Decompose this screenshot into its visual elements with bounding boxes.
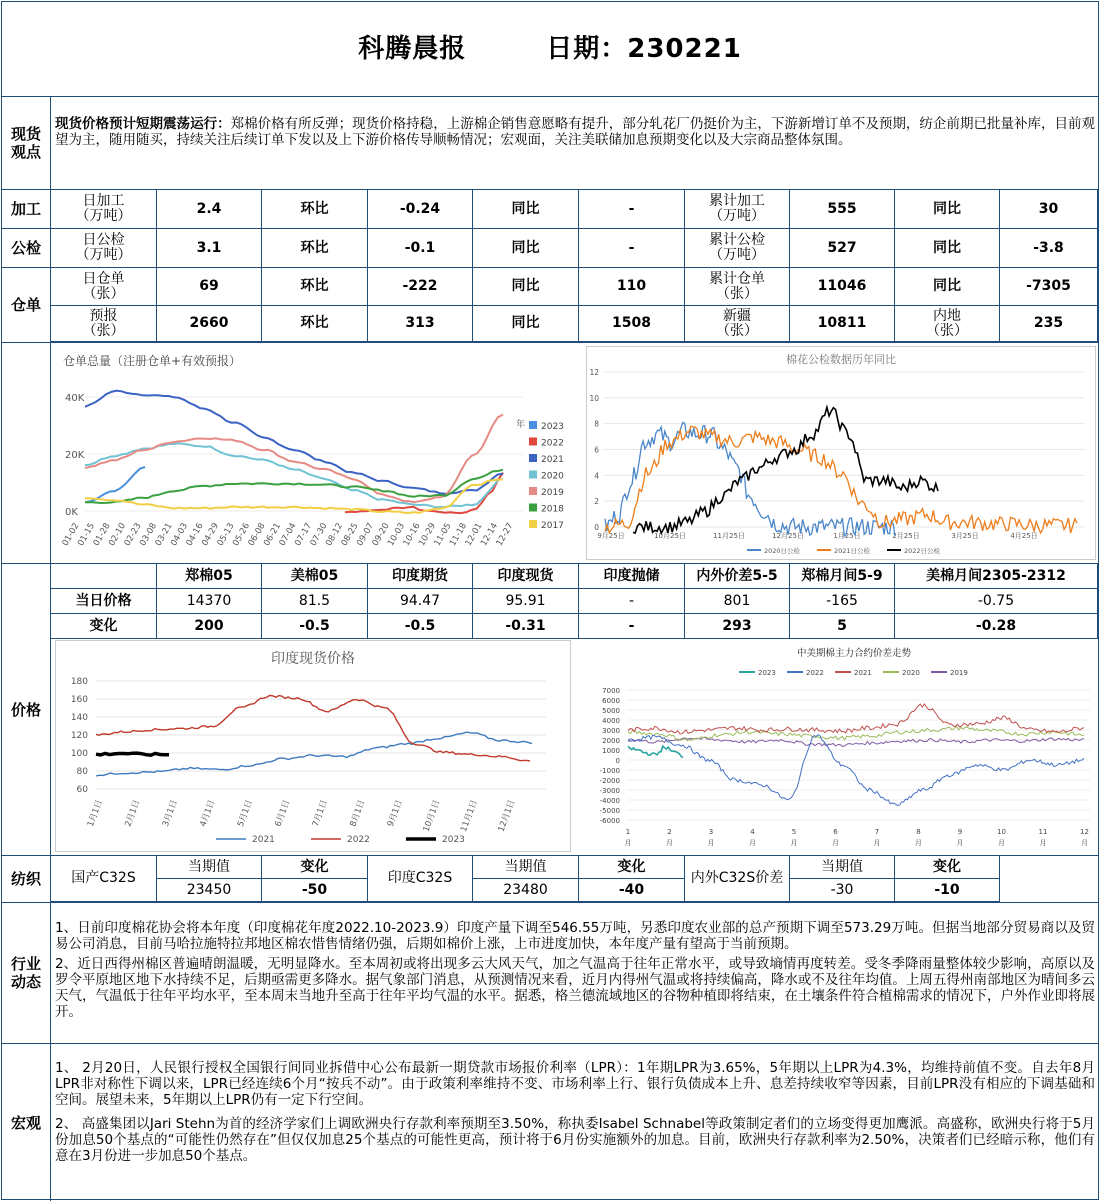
stats-cell-r3-c9: 同比 bbox=[895, 268, 1000, 306]
chart3-series-2022 bbox=[96, 696, 530, 761]
chart1-xtick-21: 10-03 bbox=[386, 521, 408, 548]
stats-cell-r2-c4: -0.1 bbox=[368, 229, 473, 268]
chart4-xtick-6: 7 bbox=[874, 828, 880, 836]
yarn-head-current-1: 当期值 bbox=[157, 856, 262, 879]
price-header-5: 印度抛储 bbox=[579, 564, 685, 589]
chart1-legend-label-2020: 2020 bbox=[541, 471, 564, 482]
chart4-xtick-11: 12 bbox=[1080, 828, 1089, 836]
chart4-ytick-2: 5000 bbox=[602, 707, 620, 715]
stats-cell-r2-c3: 环比 bbox=[262, 229, 368, 268]
chart1-xtick-6: 03-21 bbox=[153, 521, 175, 548]
chart4-xtick-unit-11: 月 bbox=[1081, 839, 1088, 847]
chart1-xtick-24: 11-05 bbox=[432, 521, 454, 548]
chart4-xtick-unit-0: 月 bbox=[624, 839, 632, 847]
chart2-xtick-5: 2月25日 bbox=[892, 532, 920, 540]
chart4-xtick-9: 10 bbox=[997, 828, 1006, 836]
chart4-ytick-10: -3000 bbox=[599, 787, 620, 795]
chart1-legend-swatch-2019 bbox=[529, 487, 537, 495]
macro-news-1: 1、 2月20日，人民银行授权全国银行间同业拆借中心公布最新一期贷款市场报价利率（LPR）：1年期LPR为3.65%，5年期以上LPR为4.3%，均维持前值不变。自去年8月LPR非对称性下调以来，LPR已经连续6个月“按兵不动”。由于政策利率维持不变、市场利率上行、银行负债成本上升、息差持续收窄等因素，目前LPR没有相应的下调基础和空间。展望未来，5年期以上LPR仍有一定下行空间。 bbox=[55, 1060, 1095, 1108]
chart4-xtick-unit-9: 月 bbox=[998, 839, 1005, 847]
report-date: 日期：230221 bbox=[546, 34, 742, 64]
price-cell-r1-c5: - bbox=[579, 589, 685, 614]
chart4-xtick-unit-7: 月 bbox=[915, 839, 922, 847]
chart4-xtick-unit-10: 月 bbox=[1039, 839, 1047, 847]
chart1-legend-label-2019: 2019 bbox=[541, 488, 564, 498]
price-row-label-1: 当日价格 bbox=[51, 589, 157, 614]
chart2-series-2022 bbox=[633, 407, 938, 533]
stats-cell-r4-c3: 环比 bbox=[262, 306, 368, 342]
chart1-legend-title: 年 bbox=[515, 420, 525, 430]
chart4-xtick-0: 1 bbox=[625, 828, 631, 836]
chart-cn-us-spread bbox=[599, 640, 1094, 852]
chart1-xtick-2: 01-28 bbox=[91, 521, 113, 548]
chart1-ytick-2: 0K bbox=[65, 507, 78, 518]
stats-cell-r4-c1: 预报 （张） bbox=[51, 306, 157, 342]
chart2-xtick-4: 1月25日 bbox=[833, 532, 861, 540]
chart1-xtick-10: 05-13 bbox=[215, 521, 237, 548]
chart2-legend-label-2: 2022日公检 bbox=[904, 547, 941, 555]
yarn-head-current-2: 当期值 bbox=[473, 856, 579, 879]
chart1-xtick-14: 07-04 bbox=[277, 521, 299, 548]
chart2-ytick-4: 4 bbox=[594, 471, 599, 481]
chart1-xtick-22: 10-16 bbox=[401, 521, 423, 548]
chart4-ytick-4: 3000 bbox=[602, 727, 620, 735]
section-macro: 宏观 bbox=[10, 1113, 41, 1132]
price-cell-r1-c8: -0.75 bbox=[895, 589, 1098, 614]
chart4-legend-label-1: 2022 bbox=[806, 669, 824, 677]
macro-news-2: 2、 高盛集团以Jari Stehn为首的经济学家们上调欧洲央行存款利率预期至3.50%，称执委Isabel Schnabel等政策制定者们的立场变得更加鹰派。高盛称，欧洲央行将于5月份加息50个基点的“可能性仍然存在”但仅仅加息25个基点的可能性更高，预计将于6月份实施额外的加息。目前，欧洲央行存款利率为2.50%，决策者们已经暗示称，他们有意在3月份进一步加息50个基点。 bbox=[55, 1116, 1095, 1164]
chart1-legend-swatch-2018 bbox=[529, 504, 537, 512]
chart3-ytick-5: 80 bbox=[76, 767, 88, 777]
stats-cell-r1-c5: 同比 bbox=[473, 190, 579, 229]
chart1-xtick-5: 03-08 bbox=[138, 521, 160, 548]
section-warehouse-receipts: 仓单 bbox=[10, 296, 41, 314]
price-cell-r1-c6: 801 bbox=[685, 589, 790, 614]
chart3-legend-label-2: 2023 bbox=[442, 835, 465, 845]
chart3-xtick-10: 11月1日 bbox=[459, 798, 480, 834]
stats-cell-r2-c2: 3.1 bbox=[157, 229, 262, 268]
price-cell-r1-c1: 14370 bbox=[157, 589, 262, 614]
chart4-series-2023 bbox=[628, 746, 683, 758]
chart-india-spot bbox=[55, 640, 571, 852]
yarn-head-change-1: 变化 bbox=[262, 856, 368, 879]
chart2-series-2021 bbox=[605, 426, 1077, 533]
chart3-legend-label-0: 2021 bbox=[252, 835, 275, 845]
chart1-series-2019 bbox=[85, 415, 503, 503]
chart4-ytick-3: 4000 bbox=[602, 717, 620, 725]
stats-cell-r3-c10: -7305 bbox=[1000, 268, 1098, 306]
stats-cell-r2-c10: -3.8 bbox=[1000, 229, 1098, 268]
cn-us-spread-svg bbox=[599, 640, 1094, 852]
yarn-change-3: -10 bbox=[895, 879, 1000, 902]
stats-cell-r2-c5: 同比 bbox=[473, 229, 579, 268]
price-cell-r2-c8: -0.28 bbox=[895, 614, 1098, 639]
chart2-legend-label-0: 2020日公检 bbox=[764, 547, 801, 555]
price-header-7: 郑棉月间5-9 bbox=[790, 564, 895, 589]
chart4-xtick-1: 2 bbox=[667, 828, 672, 836]
chart1-xtick-1: 01-15 bbox=[76, 521, 98, 548]
chart1-xtick-9: 04-29 bbox=[200, 521, 222, 548]
chart4-series-2021 bbox=[628, 704, 1084, 734]
chart2-ytick-6: 0 bbox=[594, 523, 599, 532]
stats-cell-r2-c9: 同比 bbox=[895, 229, 1000, 268]
price-header-1: 郑棉05 bbox=[157, 564, 262, 589]
chart3-ytick-0: 180 bbox=[70, 677, 88, 687]
yarn-head-change-2: 变化 bbox=[579, 856, 685, 879]
price-cell-r2-c6: 293 bbox=[685, 614, 790, 639]
chart3-xtick-2: 3月1日 bbox=[160, 798, 180, 829]
stats-cell-r1-c4: -0.24 bbox=[368, 190, 473, 229]
chart1-xtick-23: 10-29 bbox=[417, 521, 439, 548]
yarn-value-1: 23450 bbox=[157, 879, 262, 902]
chart4-xtick-unit-3: 月 bbox=[749, 839, 756, 847]
section-processing: 加工 bbox=[10, 200, 41, 218]
chart3-title: 印度现货价格 bbox=[271, 651, 355, 667]
chart3-legend-label-1: 2022 bbox=[347, 835, 370, 845]
chart1-ytick-1: 20K bbox=[65, 450, 85, 461]
report-title bbox=[2, 2, 1098, 96]
chart4-ytick-8: -1000 bbox=[599, 767, 620, 775]
stats-cell-r1-c6: - bbox=[579, 190, 685, 229]
chart3-xtick-0: 1月1日 bbox=[85, 798, 105, 829]
chart1-series-2021 bbox=[85, 391, 503, 494]
chart2-xtick-6: 3月25日 bbox=[951, 532, 979, 540]
chart4-xtick-unit-1: 月 bbox=[666, 839, 673, 847]
spot-view-body: 郑棉价格有所反弹；现货价格持稳，上游棉企销售意愿略有提升，部分轧花厂仍挺价为主，下游新增订单不及预期，纺企前期已批量补库，目前观望为主，随用随买，持续关注后续订单下发以及上下游价格传导顺畅情况；宏观面，关注美联储加息预期变化以及大宗商品整体氛围。 bbox=[55, 116, 1096, 148]
chart1-series-2023 bbox=[85, 467, 145, 502]
section-price: 价格 bbox=[10, 700, 41, 719]
price-row-label-2: 变化 bbox=[51, 614, 157, 639]
report-name: 科腾晨报 bbox=[358, 34, 467, 64]
chart1-xtick-0: 01-02 bbox=[60, 521, 82, 548]
chart1-ytick-0: 40K bbox=[65, 393, 85, 404]
yarn-label-3: 内外C32S价差 bbox=[685, 856, 790, 902]
warehouse-total-svg bbox=[55, 347, 564, 559]
stats-cell-r1-c3: 环比 bbox=[262, 190, 368, 229]
chart4-xtick-3: 4 bbox=[750, 828, 755, 836]
stats-cell-r4-c9: 内地 （张） bbox=[895, 306, 1000, 342]
chart1-xtick-18: 08-25 bbox=[339, 521, 361, 548]
chart1-xtick-26: 12-01 bbox=[463, 521, 485, 548]
chart4-series-2020 bbox=[628, 727, 1084, 741]
price-header-blank bbox=[51, 564, 157, 589]
chart1-xtick-15: 07-17 bbox=[293, 521, 315, 548]
chart1-legend-swatch-2023 bbox=[529, 421, 537, 429]
chart1-legend-swatch-2022 bbox=[529, 438, 537, 446]
chart3-xtick-4: 5月1日 bbox=[235, 798, 255, 829]
chart1-xtick-13: 06-21 bbox=[262, 521, 284, 548]
chart2-ytick-3: 6 bbox=[594, 445, 599, 455]
spot-view-text bbox=[55, 116, 1095, 148]
chart1-legend-label-2021: 2021 bbox=[541, 455, 564, 465]
yarn-value-3: -30 bbox=[790, 879, 895, 902]
chart4-ytick-0: 7000 bbox=[602, 687, 620, 695]
yarn-change-1: -50 bbox=[262, 879, 368, 902]
chart4-legend-label-4: 2019 bbox=[950, 669, 968, 677]
chart4-title: 中美期棉主力合约价差走势 bbox=[796, 648, 912, 659]
stats-cell-r4-c5: 同比 bbox=[473, 306, 579, 342]
price-cell-r1-c3: 94.47 bbox=[368, 589, 473, 614]
stats-cell-r3-c8: 11046 bbox=[790, 268, 895, 306]
stats-cell-r3-c6: 110 bbox=[579, 268, 685, 306]
chart2-title: 棉花公检数据历年同比 bbox=[786, 353, 896, 366]
chart4-legend-label-0: 2023 bbox=[758, 669, 776, 677]
stats-cell-r3-c2: 69 bbox=[157, 268, 262, 306]
chart1-xtick-20: 09-20 bbox=[370, 521, 392, 548]
chart3-xtick-11: 12月1日 bbox=[496, 798, 518, 834]
chart4-ytick-5: 2000 bbox=[602, 737, 620, 745]
chart1-xtick-8: 04-16 bbox=[184, 521, 206, 548]
stats-cell-r1-c8: 555 bbox=[790, 190, 895, 229]
stats-cell-r4-c2: 2660 bbox=[157, 306, 262, 342]
price-header-6: 内外价差5-5 bbox=[685, 564, 790, 589]
chart3-xtick-8: 9月1日 bbox=[385, 798, 405, 829]
section-textile: 纺织 bbox=[10, 870, 41, 888]
chart1-xtick-25: 11-18 bbox=[448, 521, 470, 548]
inspection-yoy-svg bbox=[587, 347, 1095, 559]
chart3-ytick-1: 160 bbox=[70, 695, 88, 705]
yarn-label-2: 印度C32S bbox=[368, 856, 473, 902]
chart4-legend-label-2: 2021 bbox=[854, 669, 872, 677]
chart4-legend-label-3: 2020 bbox=[902, 669, 920, 677]
chart4-ytick-13: -6000 bbox=[599, 817, 620, 825]
chart4-xtick-unit-6: 月 bbox=[873, 839, 881, 847]
chart1-legend-swatch-2017 bbox=[529, 520, 537, 528]
price-cell-r1-c7: -165 bbox=[790, 589, 895, 614]
stats-cell-r2-c6: - bbox=[579, 229, 685, 268]
stats-cell-r4-c7: 新疆 （张） bbox=[685, 306, 790, 342]
industry-news-2: 2、近日西得州棉区普遍晴朗温暖，无明显降水。至本周初或将出现多云大风天气，加之气温高于往年正常水平，或导致墒情再度转差。受冬季降雨量整体较少影响，高原以及罗令平原地区地下水持续不足，后期亟需更多降水。据气象部门消息，从预测情况来看，近月内得州气温或将持续偏高，降水或不及往年均值。上周五得州南部地区为晴间多云天气，气温低于往年平均水平，至本周末当地升至高于往年平均气温的水平。据悉，格兰德流域地区的谷物种植即将结束，在土壤条件符合植棉需求的情况下，户外作业即将展开。 bbox=[55, 956, 1095, 1020]
stats-cell-r1-c7: 累计加工 （万吨） bbox=[685, 190, 790, 229]
chart-inspection-yoy bbox=[586, 346, 1096, 560]
chart4-xtick-8: 9 bbox=[957, 828, 963, 836]
chart1-xtick-17: 08-12 bbox=[324, 521, 346, 548]
chart1-legend-swatch-2021 bbox=[529, 454, 537, 462]
chart4-ytick-7: 0 bbox=[615, 757, 620, 765]
chart4-ytick-12: -5000 bbox=[599, 807, 620, 815]
price-header-3: 印度期货 bbox=[368, 564, 473, 589]
chart1-legend-label-2018: 2018 bbox=[541, 504, 564, 515]
yarn-label-1: 国产C32S bbox=[51, 856, 157, 902]
stats-cell-r3-c1: 日仓单 （张） bbox=[51, 268, 157, 306]
yarn-value-2: 23480 bbox=[473, 879, 579, 902]
chart2-xtick-0: 9月25日 bbox=[597, 532, 625, 540]
chart3-ytick-3: 120 bbox=[70, 731, 88, 741]
chart2-xtick-2: 11月25日 bbox=[713, 532, 745, 540]
price-header-4: 印度现货 bbox=[473, 564, 579, 589]
chart2-legend-label-1: 2021日公检 bbox=[834, 547, 871, 555]
chart1-xtick-3: 02-10 bbox=[107, 521, 129, 548]
chart4-xtick-4: 5 bbox=[791, 828, 797, 836]
price-cell-r1-c2: 81.5 bbox=[262, 589, 368, 614]
yarn-head-change-3: 变化 bbox=[895, 856, 1000, 879]
price-cell-r2-c7: 5 bbox=[790, 614, 895, 639]
section-spot: 现货 观点 bbox=[10, 125, 41, 161]
chart4-xtick-5: 6 bbox=[833, 828, 838, 836]
price-header-2: 美棉05 bbox=[262, 564, 368, 589]
stats-cell-r3-c4: -222 bbox=[368, 268, 473, 306]
chart1-legend-label-2017: 2017 bbox=[541, 521, 564, 531]
chart4-ytick-6: 1000 bbox=[602, 747, 620, 755]
price-cell-r2-c5: - bbox=[579, 614, 685, 639]
stats-cell-r4-c10: 235 bbox=[1000, 306, 1098, 342]
chart4-xtick-2: 3 bbox=[708, 828, 714, 836]
chart3-xtick-7: 8月1日 bbox=[348, 798, 368, 829]
chart3-xtick-5: 6月1日 bbox=[273, 798, 293, 829]
chart4-series-2019 bbox=[628, 737, 1084, 746]
chart1-xtick-19: 09-07 bbox=[355, 521, 377, 548]
chart3-ytick-4: 100 bbox=[70, 749, 88, 759]
chart4-ytick-9: -2000 bbox=[599, 777, 620, 785]
chart3-xtick-1: 2月1日 bbox=[123, 798, 143, 829]
stats-cell-r1-c9: 同比 bbox=[895, 190, 1000, 229]
price-cell-r2-c4: -0.31 bbox=[473, 614, 579, 639]
chart2-xtick-3: 12月25日 bbox=[772, 532, 804, 540]
report-page bbox=[1, 1, 1099, 1200]
chart3-ytick-6: 60 bbox=[76, 785, 88, 795]
price-cell-r2-c2: -0.5 bbox=[262, 614, 368, 639]
chart2-ytick-5: 2 bbox=[594, 497, 599, 507]
chart-warehouse-total bbox=[55, 347, 564, 559]
price-cell-r2-c1: 200 bbox=[157, 614, 262, 639]
price-header-8: 美棉月间2305-2312 bbox=[895, 564, 1098, 589]
chart4-xtick-10: 11 bbox=[1038, 828, 1048, 836]
yarn-change-2: -40 bbox=[579, 879, 685, 902]
chart1-legend-label-2023: 2023 bbox=[541, 422, 564, 432]
stats-cell-r3-c3: 环比 bbox=[262, 268, 368, 306]
chart3-series-2023 bbox=[96, 753, 169, 755]
chart3-xtick-9: 10月1日 bbox=[421, 798, 443, 834]
chart1-legend-swatch-2020 bbox=[529, 471, 537, 479]
chart1-xtick-11: 05-26 bbox=[231, 521, 253, 548]
chart1-xtick-27: 12-14 bbox=[479, 521, 501, 548]
section-industry: 行业 动态 bbox=[10, 955, 41, 991]
stats-cell-r4-c8: 10811 bbox=[790, 306, 895, 342]
stats-cell-r2-c1: 日公检 （万吨） bbox=[51, 229, 157, 268]
chart1-legend-label-2022: 2022 bbox=[541, 438, 564, 449]
chart1-xtick-28: 12-27 bbox=[494, 521, 516, 548]
price-cell-r1-c4: 95.91 bbox=[473, 589, 579, 614]
chart3-xtick-3: 4月1日 bbox=[198, 798, 218, 829]
chart3-ytick-2: 140 bbox=[70, 713, 88, 723]
chart2-xtick-1: 10月25日 bbox=[654, 532, 686, 540]
industry-news-1: 1、日前印度棉花协会将本年度（印度棉花年度2022.10-2023.9）印度产量下调至546.55万吨，另悉印度农业部的总产预期下调至573.29万吨。但据当地部分贸易商以及贸易公司消息，目前马哈拉施特拉邦地区棉农惜售情绪仍强，后期如棉价上涨，上市进度加快，本年度产量有望高于当前预期。 bbox=[55, 920, 1095, 952]
stats-cell-r3-c7: 累计仓单 （张） bbox=[685, 268, 790, 306]
spot-view-lead: 现货价格预计短期震荡运行： bbox=[55, 116, 231, 132]
chart2-xtick-7: 4月25日 bbox=[1010, 532, 1038, 540]
stats-cell-r1-c1: 日加工 （万吨） bbox=[51, 190, 157, 229]
chart4-xtick-unit-2: 月 bbox=[707, 839, 715, 847]
chart1-xtick-16: 07-30 bbox=[308, 521, 330, 548]
chart4-xtick-7: 8 bbox=[916, 828, 921, 836]
chart4-ytick-1: 6000 bbox=[602, 697, 620, 705]
chart2-ytick-2: 8 bbox=[594, 419, 599, 429]
stats-cell-r4-c6: 1508 bbox=[579, 306, 685, 342]
chart2-ytick-0: 12 bbox=[589, 368, 599, 377]
india-spot-svg bbox=[56, 641, 570, 851]
stats-cell-r2-c8: 527 bbox=[790, 229, 895, 268]
chart3-xtick-6: 7月1日 bbox=[310, 798, 330, 829]
price-cell-r2-c3: -0.5 bbox=[368, 614, 473, 639]
stats-cell-r1-c2: 2.4 bbox=[157, 190, 262, 229]
chart1-xtick-4: 02-23 bbox=[122, 521, 144, 548]
chart4-xtick-unit-4: 月 bbox=[790, 839, 798, 847]
yarn-head-current-3: 当期值 bbox=[790, 856, 895, 879]
chart1-xtick-7: 04-03 bbox=[169, 521, 191, 548]
stats-cell-r1-c10: 30 bbox=[1000, 190, 1098, 229]
chart4-ytick-11: -4000 bbox=[599, 797, 620, 805]
stats-cell-r3-c5: 同比 bbox=[473, 268, 579, 306]
section-inspection: 公检 bbox=[10, 239, 41, 257]
chart1-title: 仓单总量（注册仓单+有效预报） bbox=[63, 354, 242, 368]
chart4-xtick-unit-8: 月 bbox=[956, 839, 964, 847]
stats-cell-r4-c4: 313 bbox=[368, 306, 473, 342]
chart1-xtick-12: 06-08 bbox=[246, 521, 268, 548]
chart2-ytick-1: 10 bbox=[589, 393, 599, 403]
chart4-xtick-unit-5: 月 bbox=[832, 839, 839, 847]
stats-cell-r2-c7: 累计公检 （万吨） bbox=[685, 229, 790, 268]
